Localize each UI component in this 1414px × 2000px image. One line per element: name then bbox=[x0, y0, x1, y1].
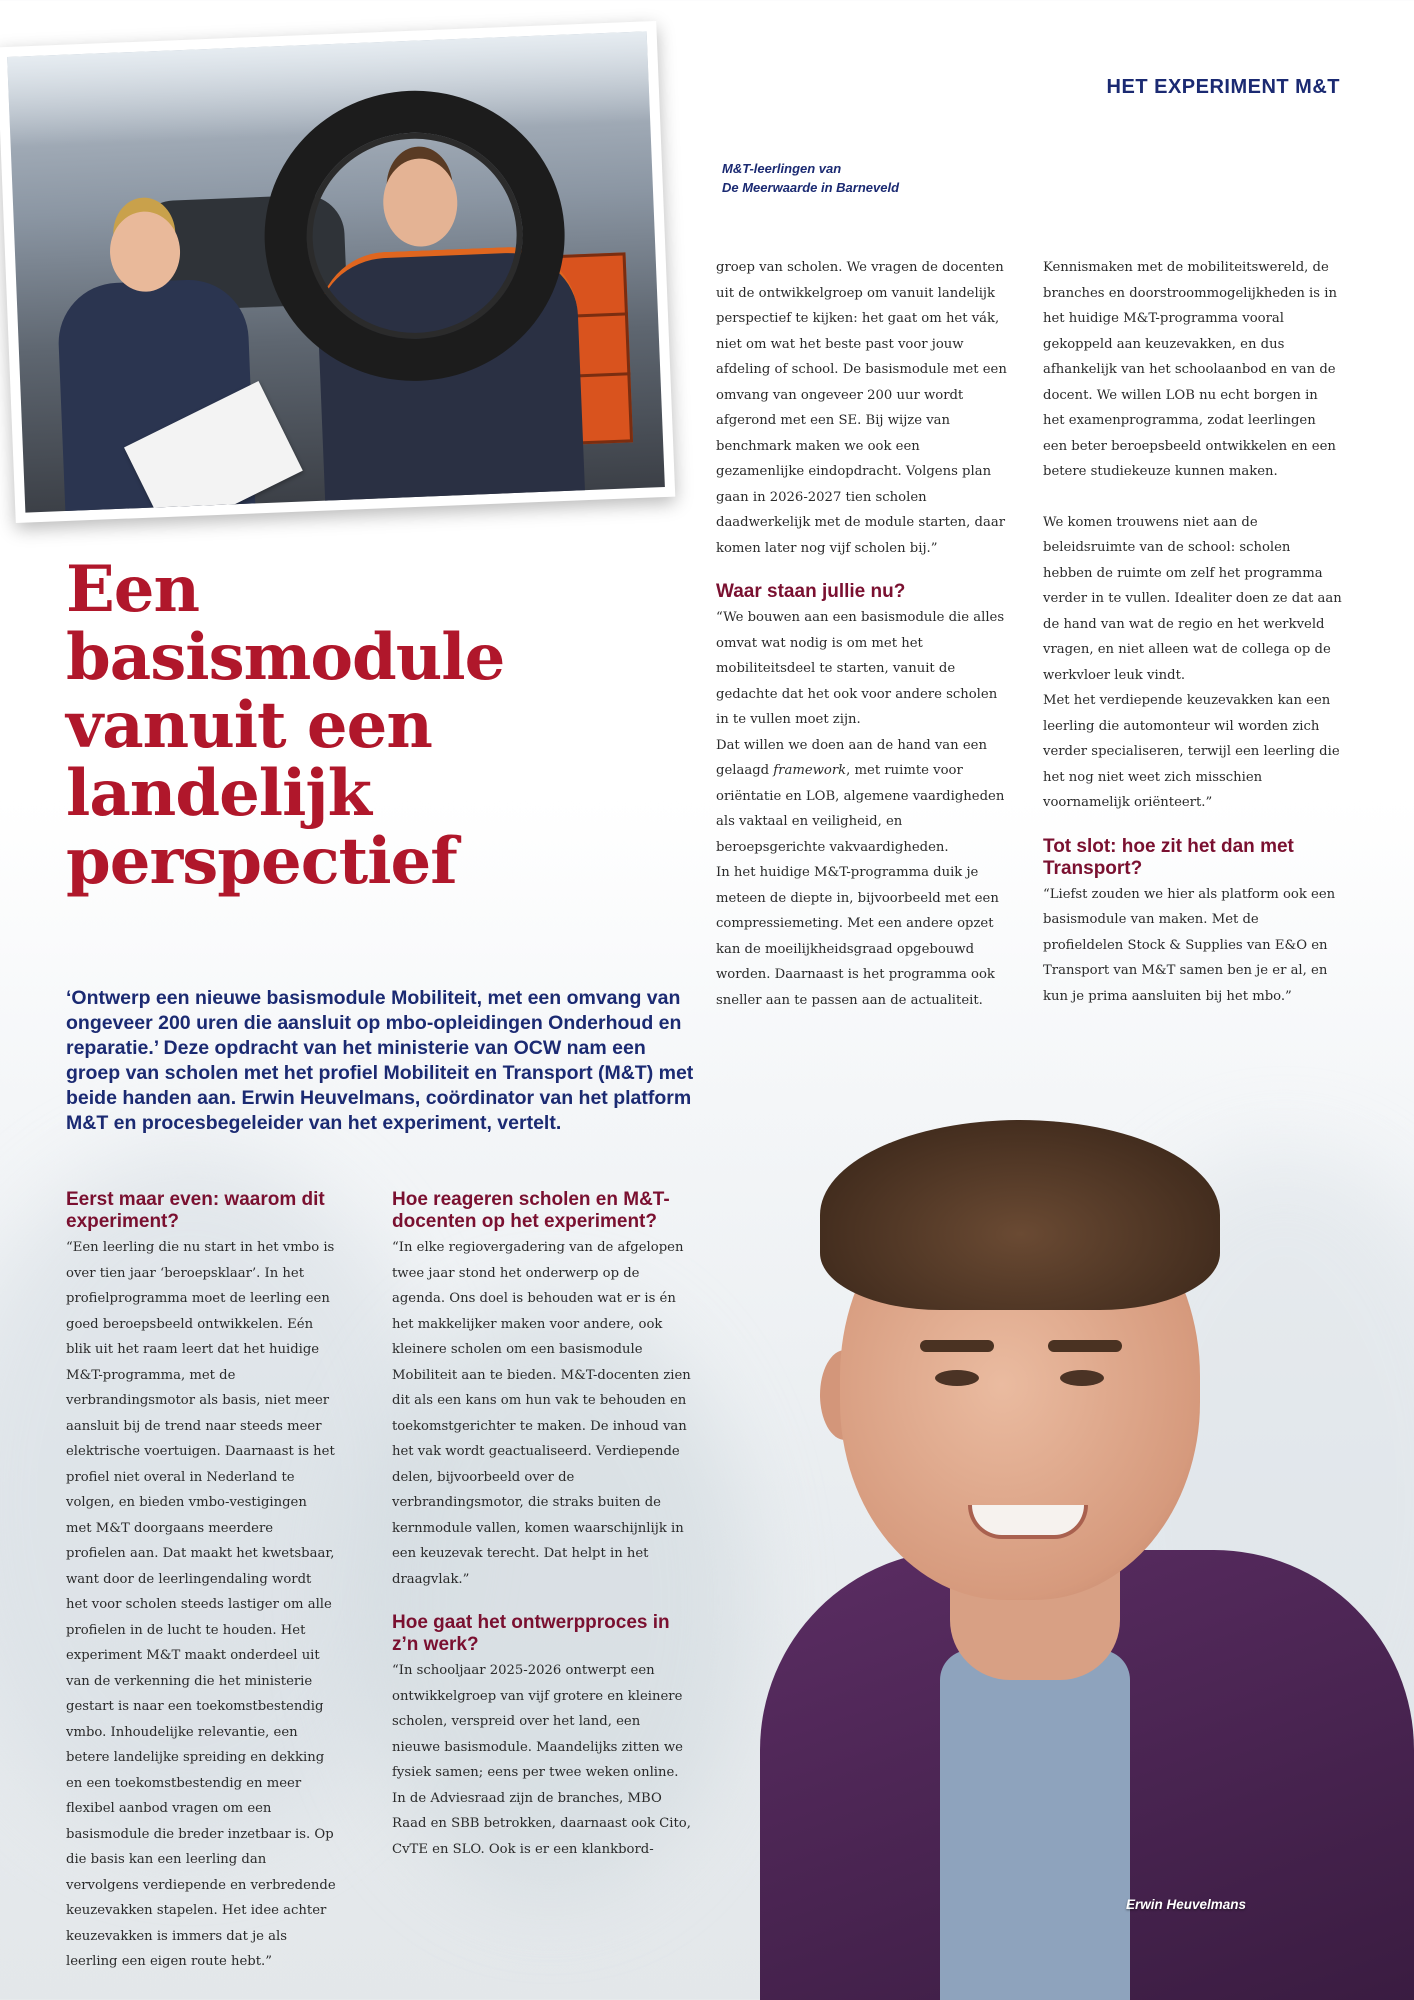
body-text: Dat willen we doen aan de hand van een gelaagd framework, met ruimte voor oriëntatie en LOB, algemene vaardigheden als vaktaal en veiligheid, en beroepsgerichte vakvaardigheden. bbox=[716, 737, 1005, 855]
body-text: In het huidige M&T-programma duik je meteen de diepte in, bijvoorbeeld met een compressiemeting. Met een andere opzet kan de moeilijkheidsgraad opgebouwd worden. Daarnaast is het programma ook sneller aan te passen aan de actualiteit. bbox=[716, 865, 999, 1008]
section-heading: Eerst maar even: waarom dit experiment? bbox=[66, 1189, 325, 1232]
body-text: “In schooljaar 2025-2026 ontwerpt een ontwikkelgroep van vijf grotere en kleinere scholen, verspreid over het land, een nieuwe basismodule. Maandelijks zitten we fysiek samen; eens per twee weken online. In de Adviesraad zijn de branches, MBO Raad en SBB betrokken, daarnaast ook Cito, CvTE en SLO. Ook is er een klankbord- bbox=[392, 1663, 691, 1857]
section-heading: Hoe reageren scholen en M&T-docenten op het experiment? bbox=[392, 1189, 670, 1232]
body-text: “We bouwen aan een basismodule die alles omvat wat nodig is om met het mobiliteitsdeel te starten, vanuit de gedachte dat het ook voor andere scholen in te vullen moet zijn. bbox=[716, 610, 1005, 727]
section-heading: Tot slot: hoe zit het dan met Transport? bbox=[1043, 835, 1294, 879]
column-1 bbox=[66, 1189, 336, 1975]
photo-caption bbox=[722, 159, 962, 197]
photo-caption-line-1: M&T-leerlingen van bbox=[722, 161, 842, 176]
column-4 bbox=[1043, 255, 1343, 1009]
body-text: Kennismaken met de mobiliteitswereld, de branches en doorstroommogelijkheden is in het huidige M&T-programma vooral gekoppeld aan keuzevakken, en dus afhankelijk van het schoolaanbod en van de docent. We willen LOB nu echt borgen in het examenprogramma, zodat leerlingen een beter beroepsbeeld ontwikkelen en een betere studiekeuze kunnen maken. bbox=[1043, 260, 1337, 479]
portrait-caption: Erwin Heuvelmans bbox=[1126, 1897, 1247, 1912]
column-3 bbox=[716, 255, 1012, 1013]
body-text: “Liefst zouden we hier als platform ook een basismodule van maken. Met de profieldelen Stock & Supplies van E&O en Transport van M&T samen ben je er al, en kun je prima aansluiten bij het mbo.” bbox=[1043, 886, 1336, 1004]
article-headline: Een basismodule vanuit een landelijk perspectief bbox=[66, 552, 505, 899]
body-text: groep van scholen. We vragen de docenten uit de ontwikkelgroep om vanuit landelijk perspectief te kijken: het gaat om het vák, niet om wat het beste past voor jouw afdeling of school. De basismodule met een omvang van ongeveer 200 uur wordt afgerond met een SE. Bij wijze van benchmark maken we ook een gezamenlijke eindopdracht. Volgens plan gaan in 2026-2027 tien scholen daadwerkelijk met de module starten, daar komen later nog vijf scholen bij.” bbox=[716, 260, 1007, 556]
section-heading: Hoe gaat het ontwerpproces in z’n werk? bbox=[392, 1612, 670, 1655]
workshop-photo-image bbox=[7, 31, 665, 512]
portrait-photo bbox=[760, 1050, 1414, 2000]
body-text: “Een leerling die nu start in het vmbo is over tien jaar ‘beroepsklaar’. In het profielprogramma moet de leerling een goed beroepsbeeld ontwikkelen. Eén blik uit het raam leert dat het huidige M&T-programma, met de verbrandingsmotor als basis, niet meer aansluit bij de trend naar steeds meer elektrische voertuigen. Daarnaast is het profiel niet overal in Nederland te volgen, en bieden vmbo-vestigingen met M&T doorgaans meerdere profielen aan. Dat maakt het kwetsbaar, want door de leerlingendaling wordt het voor scholen steeds lastiger om alle profielen in de lucht te houden. Het experiment M&T maakt onderdeel uit van de verkenning die het ministerie gestart is naar een toekomstbestendig vmbo. Inhoudelijke relevantie, een betere landelijke spreiding en dekking en een toekomstbestendig en meer flexibel aanbod vragen om een basismodule die breder inzetbaar is. Op die basis kan een leerling dan vervolgens verdiepende en verbredende keuzevakken stapelen. Het idee achter keuzevakken is immers dat je als leerling een eigen route hebt.” bbox=[66, 1240, 336, 1969]
photo-caption-line-2: De Meerwaarde in Barneveld bbox=[722, 180, 900, 195]
running-head: HET EXPERIMENT M&T bbox=[1106, 76, 1340, 98]
column-2 bbox=[392, 1189, 692, 1862]
body-text: We komen trouwens niet aan de beleidsruimte van de school: scholen hebben de ruimte om zelf het programma verder in te vullen. Idealiter doen ze dat aan de hand van wat de regio en het werkveld vragen, en niet alleen wat de collega op de werkvloer leuk vindt. bbox=[1043, 514, 1342, 683]
body-text: Met het verdiepende keuzevakken kan een leerling die automonteur wil worden zich verder specialiseren, terwijl een leerling die het nog niet weet zich misschien voornamelijk oriënteert.” bbox=[1043, 693, 1340, 810]
body-text: “In elke regiovergadering van de afgelopen twee jaar stond het onderwerp op de agenda. Ons doel is behouden wat er is én het makkelijker maken voor andere, ook kleinere scholen om een basismodule Mobiliteit aan te bieden. M&T-docenten zien dit als een kans om hun vak te behouden en toekomstgerichter te maken. De inhoud van het vak wordt geactualiseerd. Verdiepende delen, bijvoorbeeld over de verbrandingsmotor, die straks buiten de kernmodule vallen, komen waarschijnlijk in een keuzevak terecht. Dat helpt in het draagvlak.” bbox=[392, 1240, 691, 1587]
students-photo bbox=[0, 21, 675, 523]
article-lead: ‘Ontwerp een nieuwe basismodule Mobiliteit, met een omvang van ongeveer 200 uren die aansluit op mbo-opleidingen Onderhoud en reparatie.’ Deze opdracht van het ministerie van OCW nam een groep van scholen met het profiel Mobiliteit en Transport (M&T) met beide handen aan. Erwin Heuvelmans, coördinator van het platform M&T en procesbegeleider van het experiment, vertelt. bbox=[66, 987, 694, 1134]
section-heading: Waar staan jullie nu? bbox=[716, 581, 906, 602]
